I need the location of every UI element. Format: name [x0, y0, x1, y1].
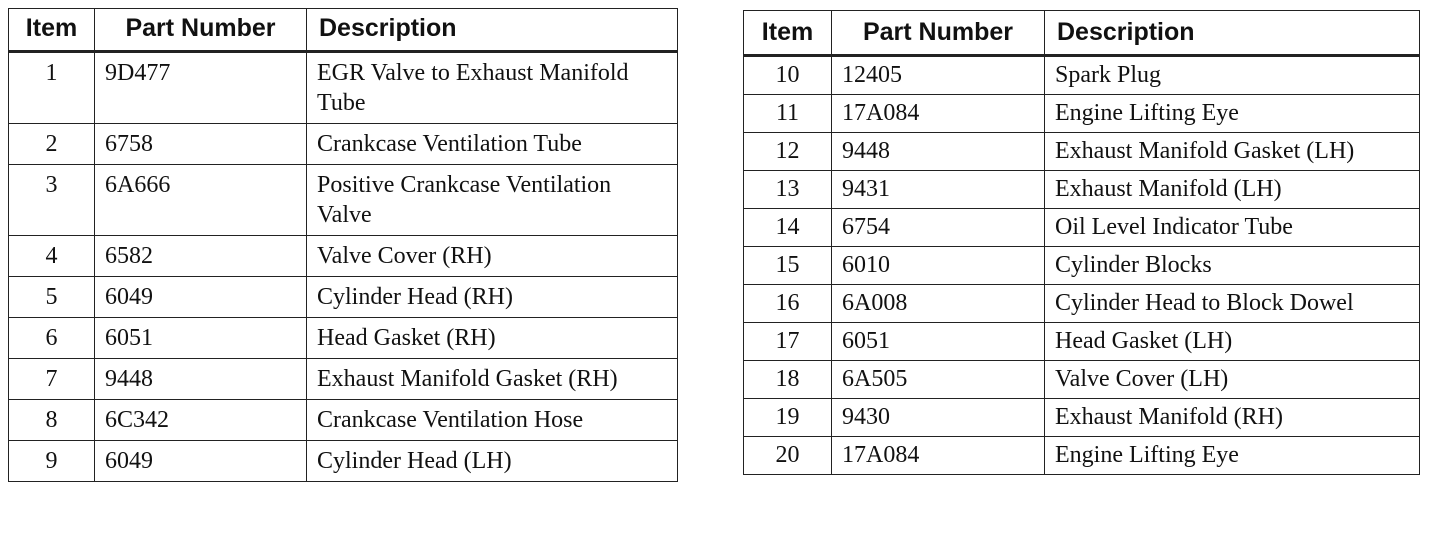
item-cell: 1: [9, 52, 95, 124]
table-row: [9, 236, 678, 277]
part-number-cell: 6A505: [832, 361, 1045, 399]
item-cell: 18: [744, 361, 832, 399]
description-cell: Cylinder Head (LH): [307, 441, 678, 482]
part-number-cell: 6049: [95, 277, 307, 318]
item-cell: 9: [9, 441, 95, 482]
table-row: [744, 437, 1420, 475]
part-number-cell: 6582: [95, 236, 307, 277]
part-number-cell: 9448: [832, 133, 1045, 171]
table-row: [9, 359, 678, 400]
description-cell: Engine Lifting Eye: [1045, 95, 1420, 133]
table-row: [744, 361, 1420, 399]
table-row: [744, 399, 1420, 437]
part-number-cell: 6051: [95, 318, 307, 359]
item-cell: 5: [9, 277, 95, 318]
part-number-cell: 17A084: [832, 437, 1045, 475]
description-cell: Spark Plug: [1045, 56, 1420, 95]
header-part-number: Part Number: [95, 9, 307, 52]
description-cell: Crankcase Ventilation Tube: [307, 124, 678, 165]
table-row: [9, 277, 678, 318]
part-number-cell: 6010: [832, 247, 1045, 285]
header-item: Item: [9, 9, 95, 52]
description-cell: Head Gasket (RH): [307, 318, 678, 359]
item-cell: 15: [744, 247, 832, 285]
description-cell: Exhaust Manifold (LH): [1045, 171, 1420, 209]
table-row: [9, 52, 678, 124]
item-cell: 2: [9, 124, 95, 165]
table-row: [744, 56, 1420, 95]
table-row: [744, 247, 1420, 285]
description-cell: Positive Crankcase Ventilation Valve: [307, 165, 678, 236]
item-cell: 7: [9, 359, 95, 400]
part-number-cell: 9448: [95, 359, 307, 400]
item-cell: 12: [744, 133, 832, 171]
header-description: Description: [1045, 11, 1420, 56]
description-cell: Exhaust Manifold Gasket (RH): [307, 359, 678, 400]
part-number-cell: 6A008: [832, 285, 1045, 323]
parts-table-left-body: [9, 52, 678, 482]
item-cell: 10: [744, 56, 832, 95]
header-part-number: Part Number: [832, 11, 1045, 56]
description-cell: Cylinder Blocks: [1045, 247, 1420, 285]
item-cell: 3: [9, 165, 95, 236]
table-row: [9, 124, 678, 165]
description-cell: Cylinder Head to Block Dowel: [1045, 285, 1420, 323]
part-number-cell: 6051: [832, 323, 1045, 361]
part-number-cell: 6A666: [95, 165, 307, 236]
part-number-cell: 9430: [832, 399, 1045, 437]
table-row: [744, 285, 1420, 323]
table-row: [9, 400, 678, 441]
description-cell: Cylinder Head (RH): [307, 277, 678, 318]
part-number-cell: 6754: [832, 209, 1045, 247]
table-row: [744, 133, 1420, 171]
part-number-cell: 17A084: [832, 95, 1045, 133]
item-cell: 11: [744, 95, 832, 133]
table-row: [744, 209, 1420, 247]
table-row: [744, 323, 1420, 361]
item-cell: 6: [9, 318, 95, 359]
part-number-cell: 6049: [95, 441, 307, 482]
description-cell: EGR Valve to Exhaust Manifold Tube: [307, 52, 678, 124]
parts-table-right: [743, 10, 1420, 475]
item-cell: 19: [744, 399, 832, 437]
description-cell: Exhaust Manifold (RH): [1045, 399, 1420, 437]
description-cell: Oil Level Indicator Tube: [1045, 209, 1420, 247]
description-cell: Valve Cover (LH): [1045, 361, 1420, 399]
description-cell: Exhaust Manifold Gasket (LH): [1045, 133, 1420, 171]
table-row: [744, 171, 1420, 209]
table-row: [9, 318, 678, 359]
item-cell: 4: [9, 236, 95, 277]
part-number-cell: 6C342: [95, 400, 307, 441]
part-number-cell: 12405: [832, 56, 1045, 95]
item-cell: 17: [744, 323, 832, 361]
part-number-cell: 9D477: [95, 52, 307, 124]
table-row: [744, 95, 1420, 133]
header-description: Description: [307, 9, 678, 52]
part-number-cell: 9431: [832, 171, 1045, 209]
table-row: [9, 165, 678, 236]
header-row: [9, 9, 678, 52]
item-cell: 13: [744, 171, 832, 209]
description-cell: Crankcase Ventilation Hose: [307, 400, 678, 441]
description-cell: Head Gasket (LH): [1045, 323, 1420, 361]
header-item: Item: [744, 11, 832, 56]
parts-table-right-body: [744, 56, 1420, 475]
description-cell: Engine Lifting Eye: [1045, 437, 1420, 475]
parts-table-left: [8, 8, 678, 482]
item-cell: 14: [744, 209, 832, 247]
item-cell: 16: [744, 285, 832, 323]
item-cell: 8: [9, 400, 95, 441]
header-row: [744, 11, 1420, 56]
description-cell: Valve Cover (RH): [307, 236, 678, 277]
part-number-cell: 6758: [95, 124, 307, 165]
item-cell: 20: [744, 437, 832, 475]
table-row: [9, 441, 678, 482]
